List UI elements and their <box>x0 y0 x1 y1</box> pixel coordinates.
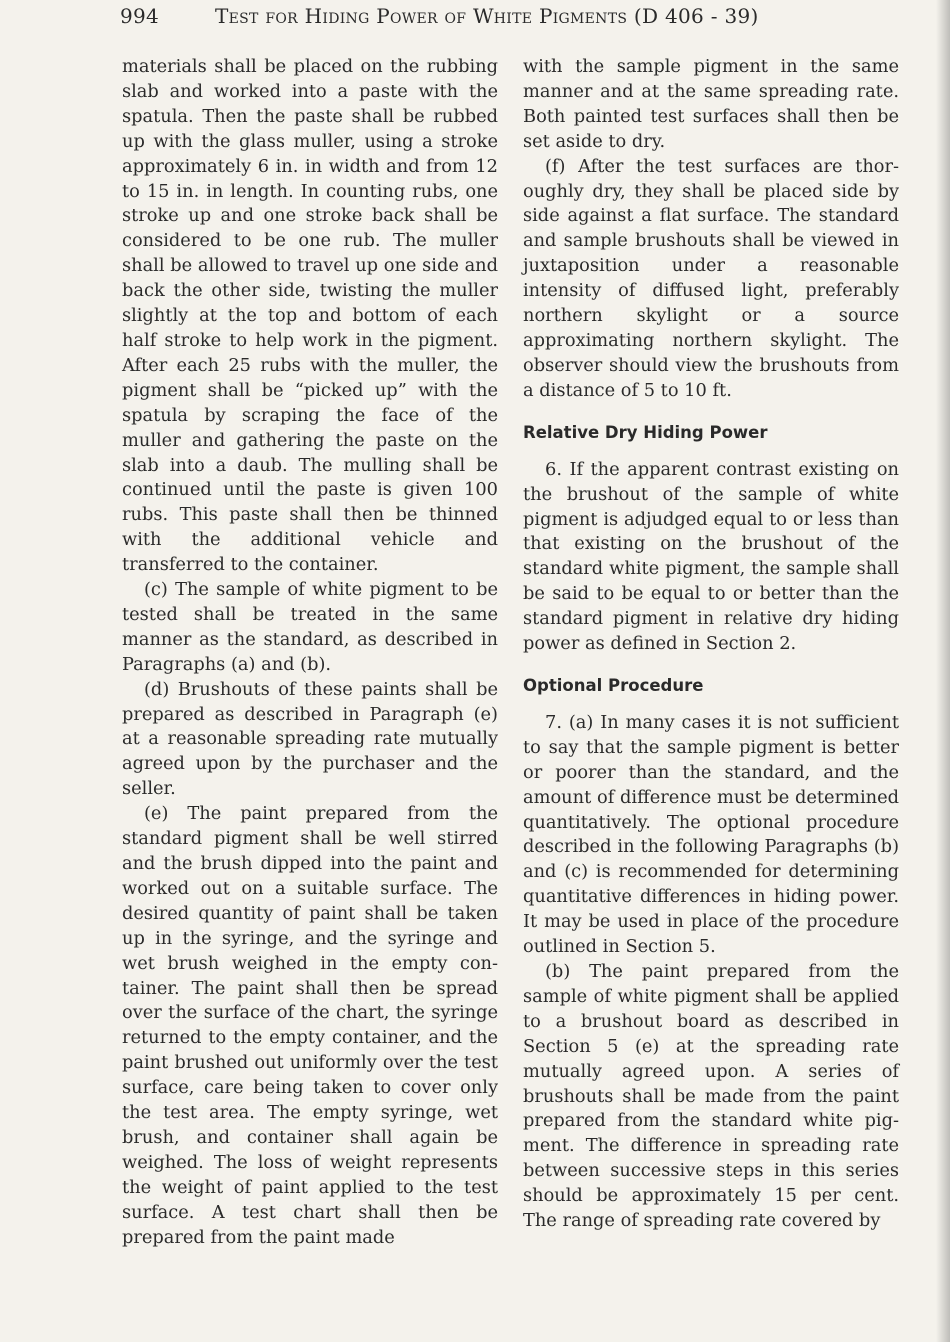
paragraph-section-7b: (b) The paint prepared from the sample of white pigment shall be applied to a brushout board as described in Section 5 (e) at the spreading rate mutually agreed upon. A series of brushouts shall be made from the paint prepared from the standard white pigment. The difference in spreading rate between successive steps in this series should be approximately 15 per cent. The range of spreading rate covered by <box>523 961 899 1232</box>
header-title: Test for Hiding Power of White Pigments (D 406 - 39) <box>215 4 759 28</box>
paragraph-d: (d) Brushouts of these paints shall be prepared as described in Paragraph (e) at a reasonable spreading rate mutually agreed upon by the purchaser and the seller. <box>122 678 498 800</box>
right-column <box>523 55 899 1234</box>
left-column <box>122 55 498 1251</box>
paragraph-c: (c) The sample of white pigment to be tested shall be treated in the same manner as the standard, as described in Paragraphs (a) and (b). <box>122 579 498 675</box>
running-head <box>120 4 890 38</box>
paragraph-e: (e) The paint prepared from the standard pigment shall be well stirred and the brush dipped into the paint and worked out on a suitable surface. The desired quantity of paint shall be taken up in the syringe, and the syringe and wet brush weighed in the empty container. The paint shall then be spread over the surface of the chart, the syringe returned to the empty container, and the paint brushed out uniformly over the test surface, care being taken to cover only the test area. The empty syringe, wet brush, and container shall again be weighed. The loss of weight represents the weight of paint applied to the test surface. A test chart shall then be prepared from the paint made <box>122 803 498 1248</box>
page-edge-shadow <box>936 0 950 1342</box>
paragraph-section-6: 6. If the apparent contrast existing on the brushout of the sample of white pigment is adjudged equal to or less than that existing on the brushout of the standard white pigment, the sample shall be said to be equal to or better than the standard pigment in relative dry hiding power as defined in Section 2. <box>523 458 899 655</box>
paragraph-f: (f) After the test surfaces are thoroughly dry, they shall be placed side by side against a flat surface. The standard and sample brushouts shall be viewed in juxtaposition under a reasonable intensity of diffused light, preferably northern skylight or a source approximating northern skylight. The observer should view the brushouts from a distance of 5 to 10 ft. <box>523 155 899 401</box>
paragraph-e-continued: with the sample pigment in the same manner and at the same spreading rate. Both painted test surfaces shall then be set aside to dry. <box>523 56 899 152</box>
section-heading-optional-procedure: Optional Procedure <box>523 675 704 695</box>
page-number: 994 <box>120 4 160 28</box>
paragraph-continued-mulling: materials shall be placed on the rubbing slab and worked into a paste with the spatula. Then the paste shall be rubbed up with the glass muller, using a stroke approximately 6 in. in width and from 12 to 15 in. in length. In counting rubs, one stroke up and one stroke back shall be considered to be one rub. The muller shall be allowed to travel up one side and back the other side, twisting the muller slightly at the top and bottom of each half stroke to help work in the pigment. After each 25 rubs with the muller, the pigment shall be “picked up” with the spatula by scraping the face of the muller and gathering the paste on the slab into a daub. The mulling shall be continued until the paste is given 100 rubs. This paste shall then be thinned with the additional vehicle and transferred to the container. <box>122 56 498 576</box>
paragraph-section-7a: 7. (a) In many cases it is not sufficient to say that the sample pigment is better or poorer than the standard, and the amount of difference must be determined quantitatively. The optional procedure described in the following Paragraphs (b) and (c) is recommended for determining quantitative differences in hiding power. It may be used in place of the procedure outlined in Section 5. <box>523 711 899 958</box>
section-heading-relative-dry-hiding-power: Relative Dry Hiding Power <box>523 422 768 442</box>
